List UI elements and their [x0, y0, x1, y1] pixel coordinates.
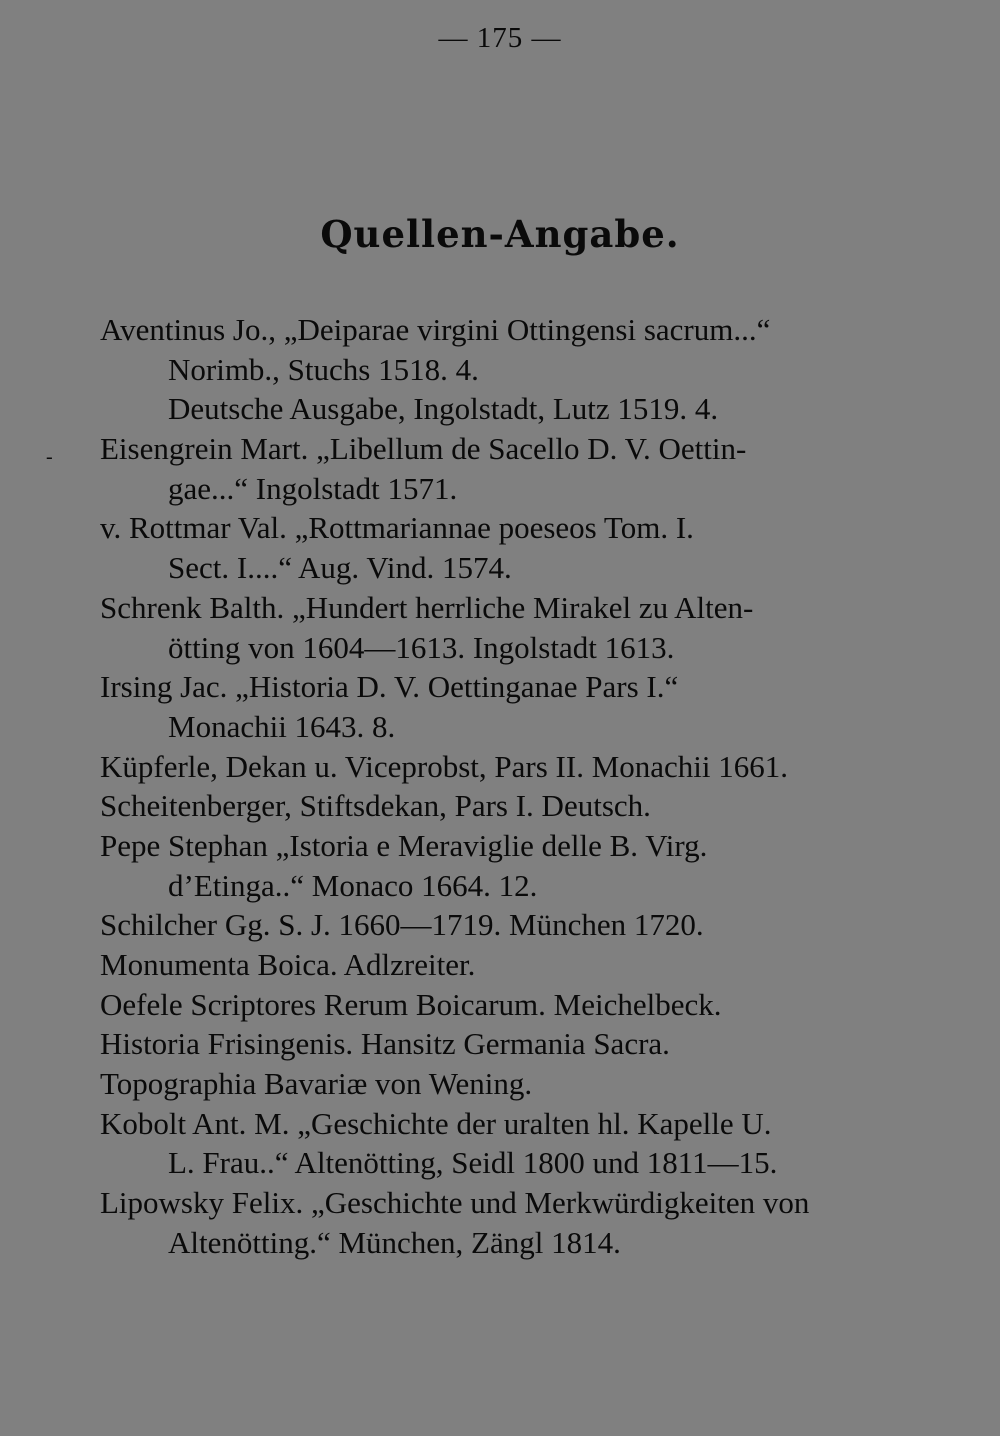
bibliography-entry-line: v. Rottmar Val. „Rottmariannae poeseos Tom. I. [100, 510, 694, 546]
bibliography-entry-line: Aventinus Jo., „Deiparae virgini Ottingensi sacrum...“ [100, 312, 771, 347]
bibliography-continuation-line: gae...“ Ingolstadt 1571. [168, 470, 458, 506]
bibliography-entry-line: Oefele Scriptores Rerum Boicarum. Meichelbeck. [100, 986, 722, 1022]
bibliography-list [100, 310, 900, 1263]
bibliography-continuation-line: Norimb., Stuchs 1518. 4. [168, 351, 479, 387]
page-heading: Quellen-Angabe. [320, 212, 680, 256]
stray-mark: - [46, 446, 53, 468]
bibliography-entry-line: Schrenk Balth. „Hundert herrliche Mirakel zu Alten- [100, 589, 754, 625]
bibliography-continuation-line: Altenötting.“ München, Zängl 1814. [168, 1224, 621, 1260]
bibliography-continuation-line: Deutsche Ausgabe, Ingolstadt, Lutz 1519. 4. [168, 391, 719, 427]
bibliography-entry-line: Pepe Stephan „Istoria e Meraviglie delle B. Virg. [100, 827, 708, 863]
bibliography-entry-line: Irsing Jac. „Historia D. V. Oettinganae Pars I.“ [100, 669, 679, 705]
bibliography-entry-line: Scheitenberger, Stiftsdekan, Pars I. Deutsch. [100, 788, 651, 824]
bibliography-entry-line: Schilcher Gg. S. J. 1660—1719. München 1720. [100, 907, 704, 943]
bibliography-entry-line: Lipowsky Felix. „Geschichte und Merkwürdigkeiten von [100, 1185, 810, 1221]
bibliography-continuation-line: Sect. I....“ Aug. Vind. 1574. [168, 550, 512, 586]
bibliography-entry-line: Topographia Bavariæ von Wening. [100, 1066, 533, 1102]
bibliography-entry-line: Eisengrein Mart. „Libellum de Sacello D. V. Oettin- [100, 431, 747, 467]
bibliography-continuation-line: Monachii 1643. 8. [168, 708, 396, 744]
bibliography-continuation-line: d’Etinga..“ Monaco 1664. 12. [168, 867, 538, 903]
bibliography-entry-line: Historia Frisingenis. Hansitz Germania Sacra. [100, 1026, 670, 1062]
bibliography-entry-line: Kobolt Ant. M. „Geschichte der uralten hl. Kapelle U. [100, 1105, 772, 1141]
bibliography-continuation-line: ötting von 1604—1613. Ingolstadt 1613. [168, 629, 675, 665]
bibliography-entry-line: Monumenta Boica. Adlzreiter. [100, 947, 476, 982]
bibliography-continuation-line: L. Frau..“ Altenötting, Seidl 1800 und 1811—15. [168, 1145, 778, 1181]
bibliography-entry-line: Küpferle, Dekan u. Viceprobst, Pars II. Monachii 1661. [100, 748, 789, 784]
page-number: — 175 — [438, 22, 562, 54]
